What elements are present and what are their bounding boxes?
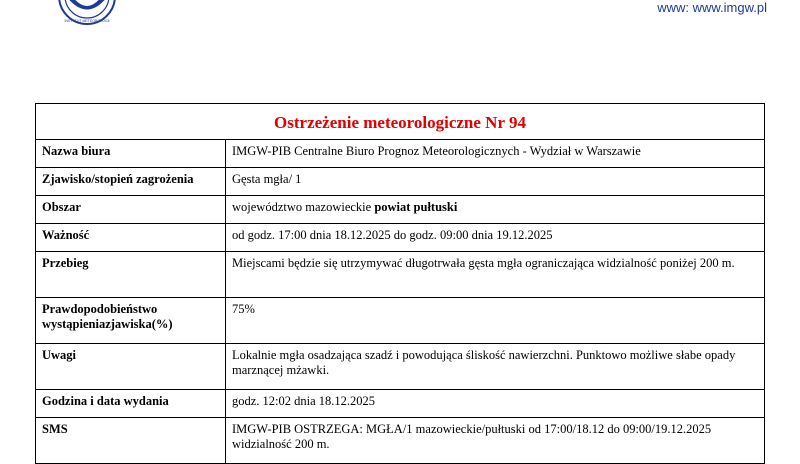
table-row — [36, 344, 765, 390]
row-value-office: IMGW-PIB Centralne Biuro Prognoz Meteorologicznych - Wydział w Warszawie — [226, 140, 765, 168]
svg-text:INSTYTUT METEOROLOGII: INSTYTUT METEOROLOGII — [64, 19, 110, 23]
area-county: powiat pułtuski — [374, 200, 458, 214]
warning-title: Ostrzeżenie meteorologiczne Nr 94 — [36, 104, 765, 140]
warning-table — [35, 103, 765, 464]
table-row — [36, 390, 765, 418]
row-value-issued: godz. 12:02 dnia 18.12.2025 — [226, 390, 765, 418]
row-label-office: Nazwa biura — [36, 140, 226, 168]
row-label-course: Przebieg — [36, 252, 226, 298]
table-row — [36, 140, 765, 168]
row-label-area: Obszar — [36, 196, 226, 224]
row-value-remarks: Lokalnie mgła osadzająca szadź i powodująca śliskość nawierzchni. Punktowo możliwe słabe opady marznącej mżawki. — [226, 344, 765, 390]
row-label-validity: Ważność — [36, 224, 226, 252]
row-label-remarks: Uwagi — [36, 344, 226, 390]
row-value-phenomenon: Gęsta mgła/ 1 — [226, 168, 765, 196]
website-link[interactable]: www: www.imgw.pl — [657, 0, 767, 15]
row-value-course: Miejscami będzie się utrzymywać długotrwała gęsta mgła ograniczająca widzialność poniżej 200 m. — [226, 252, 765, 298]
imgw-logo-icon — [44, 0, 130, 26]
row-value-probability: 75% — [226, 298, 765, 344]
table-row — [36, 196, 765, 224]
table-row — [36, 168, 765, 196]
area-region: województwo mazowieckie — [232, 200, 375, 214]
row-label-probability: Prawdopodobieństwo wystąpieniazjawiska(%) — [36, 298, 226, 344]
row-label-phenomenon: Zjawisko/stopień zagrożenia — [36, 168, 226, 196]
row-value-validity: od godz. 17:00 dnia 18.12.2025 do godz. 09:00 dnia 19.12.2025 — [226, 224, 765, 252]
row-value-sms: IMGW-PIB OSTRZEGA: MGŁA/1 mazowieckie/pułtuski od 17:00/18.12 do 09:00/19.12.2025 widzialność 200 m. — [226, 418, 765, 464]
row-label-sms: SMS — [36, 418, 226, 464]
row-value-area — [226, 196, 765, 224]
table-row — [36, 298, 765, 344]
row-label-issued: Godzina i data wydania — [36, 390, 226, 418]
table-row — [36, 418, 765, 464]
table-row — [36, 252, 765, 298]
table-row — [36, 224, 765, 252]
